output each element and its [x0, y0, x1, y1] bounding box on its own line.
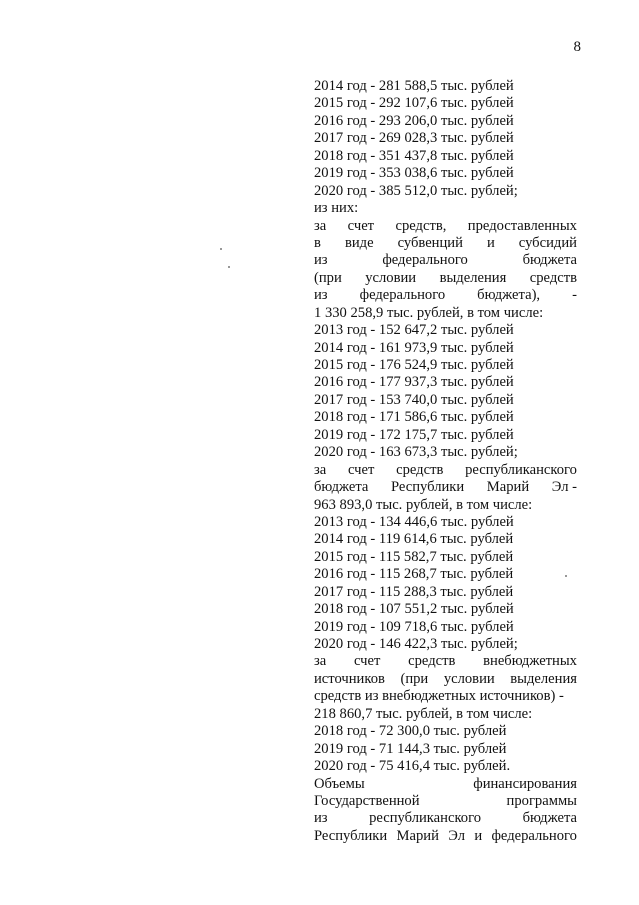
text-segment: 2016 год - 115 268,7 тыс. рублей: [314, 566, 514, 583]
text-segment: средств,: [395, 217, 447, 234]
text-segment: в: [314, 234, 321, 251]
scan-speck: [220, 248, 222, 250]
text-segment: 2013 год - 152 647,2 тыс. рублей: [314, 322, 514, 339]
text-segment: федерального: [359, 287, 446, 304]
scan-speck: [228, 266, 230, 268]
text-line: [314, 305, 577, 322]
text-line: [314, 723, 577, 740]
text-segment: 2017 год - 153 740,0 тыс. рублей: [314, 391, 514, 408]
text-segment: 2014 год - 161 973,9 тыс. рублей: [314, 339, 514, 356]
text-line: [314, 78, 577, 95]
text-segment: и: [474, 827, 483, 844]
text-segment: условии: [365, 269, 417, 286]
text-line: [314, 444, 577, 461]
text-line: [314, 409, 577, 426]
text-segment: 2017 год - 269 028,3 тыс. рублей: [314, 130, 514, 147]
text-segment: Объемы: [314, 775, 365, 792]
text-segment: бюджета: [522, 810, 577, 827]
text-segment: Эл -: [551, 479, 577, 496]
text-line: [314, 322, 577, 339]
text-segment: счет: [347, 217, 375, 234]
text-line: [314, 200, 577, 217]
text-line: [314, 828, 577, 845]
text-segment: республиканского: [369, 810, 482, 827]
text-line: [314, 287, 577, 304]
text-line: [314, 653, 577, 670]
text-line: [314, 531, 577, 548]
scan-speck: [565, 575, 567, 577]
text-line: [314, 601, 577, 618]
text-line: [314, 636, 577, 653]
text-segment: 2013 год - 134 446,6 тыс. рублей: [314, 513, 514, 530]
text-segment: бюджета),: [477, 287, 541, 304]
text-segment: средств: [396, 461, 444, 478]
text-segment: 963 893,0 тыс. рублей, в том числе:: [314, 496, 533, 513]
text-segment: 2016 год - 293 206,0 тыс. рублей: [314, 112, 514, 129]
text-segment: 2019 год - 109 718,6 тыс. рублей: [314, 618, 514, 635]
text-line: [314, 357, 577, 374]
text-segment: -: [572, 287, 577, 304]
text-segment: республиканского: [465, 461, 577, 478]
text-line: [314, 549, 577, 566]
text-segment: 2018 год - 72 300,0 тыс. рублей: [314, 723, 507, 740]
text-segment: федерального: [491, 827, 577, 844]
text-segment: субвенций: [397, 234, 463, 251]
text-segment: 2019 год - 71 144,3 тыс. рублей: [314, 740, 507, 757]
text-line: [314, 741, 577, 758]
text-line: [314, 340, 577, 357]
text-line: [314, 270, 577, 287]
text-line: [314, 479, 577, 496]
text-line: [314, 374, 577, 391]
text-segment: Эл: [448, 827, 465, 844]
text-segment: 2020 год - 163 673,3 тыс. рублей;: [314, 444, 518, 461]
text-segment: виде: [344, 234, 374, 251]
text-segment: 2018 год - 171 586,6 тыс. рублей: [314, 409, 514, 426]
text-segment: 2015 год - 115 582,7 тыс. рублей: [314, 548, 514, 565]
text-segment: 2019 год - 172 175,7 тыс. рублей: [314, 426, 514, 443]
text-segment: из: [314, 810, 328, 827]
text-segment: 218 860,7 тыс. рублей, в том числе:: [314, 705, 533, 722]
text-segment: за: [314, 461, 327, 478]
text-segment: счет: [354, 653, 381, 670]
text-segment: счет: [347, 461, 375, 478]
text-segment: бюджета: [522, 252, 577, 269]
text-line: [314, 235, 577, 252]
text-segment: (при: [400, 670, 429, 687]
text-segment: источников: [314, 670, 385, 687]
text-line: [314, 810, 577, 827]
text-segment: за: [314, 217, 327, 234]
text-segment: из: [314, 252, 328, 269]
text-line: [314, 566, 577, 583]
text-line: [314, 148, 577, 165]
text-segment: Государственной: [314, 792, 420, 809]
document-text-column: [314, 78, 577, 845]
text-line: [314, 462, 577, 479]
text-line: [314, 130, 577, 147]
text-line: [314, 497, 577, 514]
text-segment: бюджета: [314, 479, 369, 496]
text-segment: из: [314, 287, 328, 304]
text-segment: 2017 год - 115 288,3 тыс. рублей: [314, 583, 514, 600]
text-segment: Республики: [314, 827, 388, 844]
text-line: [314, 95, 577, 112]
text-line: [314, 252, 577, 269]
text-line: [314, 183, 577, 200]
text-segment: выделения: [439, 269, 507, 286]
page-number: 8: [573, 39, 581, 55]
text-segment: 2020 год - 146 422,3 тыс. рублей;: [314, 636, 518, 652]
text-line: [314, 671, 577, 688]
text-segment: финансирования: [473, 775, 577, 792]
text-segment: средств: [408, 653, 456, 670]
text-segment: 1 330 258,9 тыс. рублей, в том числе:: [314, 304, 544, 321]
text-line: [314, 619, 577, 636]
text-line: [314, 514, 577, 531]
text-line: [314, 218, 577, 235]
text-segment: субсидий: [518, 234, 577, 251]
text-segment: выделения: [510, 670, 577, 687]
text-segment: из них:: [314, 200, 359, 217]
text-segment: 2019 год - 353 038,6 тыс. рублей: [314, 165, 514, 182]
text-segment: Марий: [486, 479, 530, 496]
text-line: [314, 392, 577, 409]
text-segment: 2014 год - 119 614,6 тыс. рублей: [314, 531, 514, 548]
text-line: [314, 427, 577, 444]
text-segment: (при: [314, 269, 342, 286]
text-line: [314, 793, 577, 810]
text-line: [314, 584, 577, 601]
text-segment: Марий: [396, 827, 439, 844]
text-line: [314, 113, 577, 130]
text-segment: 2015 год - 292 107,6 тыс. рублей: [314, 95, 514, 112]
text-segment: федерального: [382, 252, 468, 269]
text-segment: Республики: [391, 479, 465, 496]
text-segment: предоставленных: [467, 217, 577, 234]
text-segment: 2014 год - 281 588,5 тыс. рублей: [314, 78, 514, 94]
text-segment: 2016 год - 177 937,3 тыс. рублей: [314, 374, 514, 391]
text-segment: 2015 год - 176 524,9 тыс. рублей: [314, 357, 514, 373]
text-line: [314, 165, 577, 182]
text-line: [314, 776, 577, 793]
text-segment: 2020 год - 385 512,0 тыс. рублей;: [314, 182, 518, 199]
text-segment: программы: [506, 792, 577, 809]
text-segment: 2018 год - 351 437,8 тыс. рублей: [314, 147, 514, 164]
text-line: [314, 706, 577, 723]
text-segment: внебюджетных: [483, 653, 577, 670]
text-segment: и: [486, 234, 495, 251]
text-segment: средств из внебюджетных источников) -: [314, 688, 564, 705]
text-line: [314, 758, 577, 775]
text-segment: условии: [443, 670, 495, 687]
text-segment: 2020 год - 75 416,4 тыс. рублей.: [314, 758, 511, 775]
text-segment: 2018 год - 107 551,2 тыс. рублей: [314, 601, 514, 618]
text-segment: средств: [529, 269, 577, 286]
text-segment: за: [314, 653, 327, 670]
text-line: [314, 688, 577, 705]
